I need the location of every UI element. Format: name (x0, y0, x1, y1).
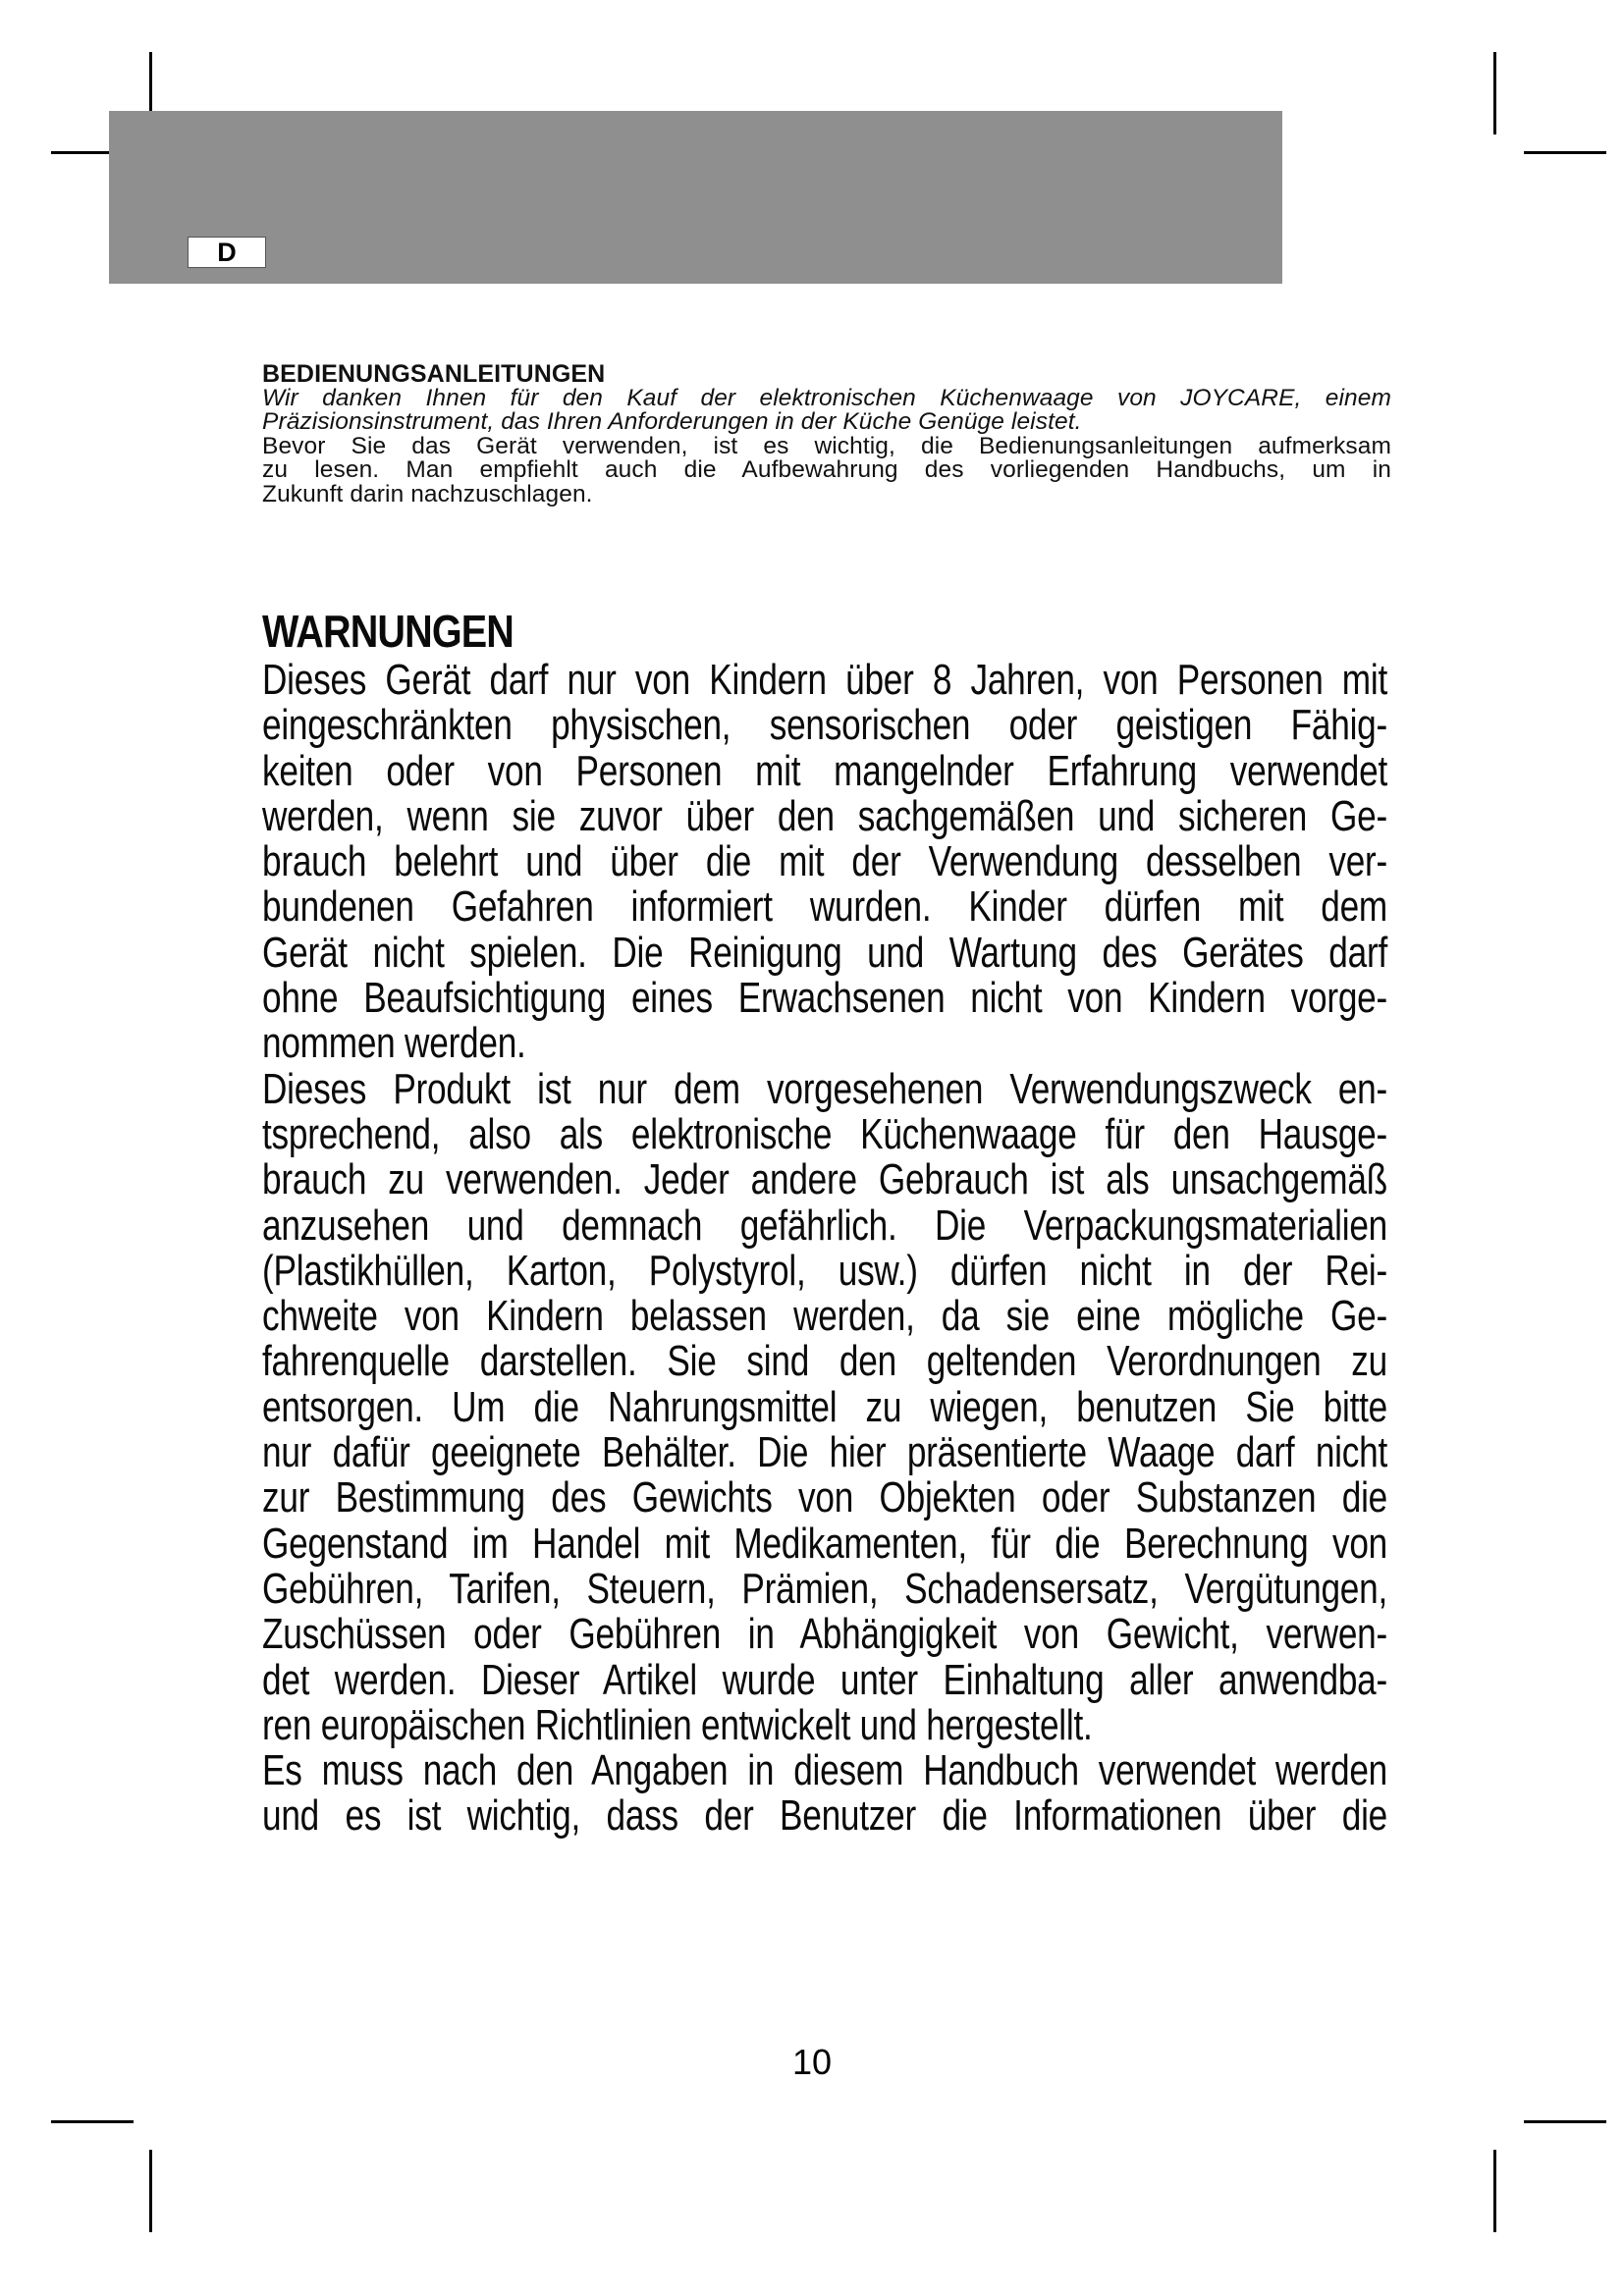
text-line: Gerät nicht spielen. Die Reinigung und Wartung des Gerätes darf (262, 928, 1387, 977)
page-number: 10 (791, 2042, 833, 2082)
text-line: keiten oder von Personen mit mangelnder Erfahrung verwendet (262, 746, 1387, 795)
text-line: Dieses Gerät darf nur von Kindern über 8 Jahren, von Personen mit (262, 656, 1387, 704)
text-line: nur dafür geeignete Behälter. Die hier präsentierte Waage darf nicht (262, 1428, 1387, 1477)
text-line: brauch zu verwenden. Jeder andere Gebrauch ist als unsachgemäß (262, 1155, 1387, 1204)
warnings-paragraph (262, 1748, 1387, 1840)
text-line: entsorgen. Um die Nahrungsmittel zu wiegen, benutzen Sie bitte (262, 1382, 1387, 1431)
text-line: und es ist wichtig, dass der Benutzer die Informationen über die (262, 1791, 1387, 1841)
text-line: brauch belehrt und über die mit der Verwendung desselben ver- (262, 837, 1387, 886)
crop-mark-bottom-left-horizontal (51, 2120, 134, 2123)
intro-thanks-line: Präzisionsinstrument, das Ihren Anforderungen in der Küche Genüge leistet. (262, 408, 1082, 435)
text-line: bundenen Gefahren informiert wurden. Kinder dürfen mit dem (262, 882, 1387, 932)
warnings-paragraph (262, 658, 1387, 1067)
warnings-heading: WARNUNGEN (262, 606, 514, 657)
intro-note (262, 432, 1391, 507)
text-line: tsprechend, also als elektronische Küchenwaage für den Hausge- (262, 1109, 1387, 1158)
crop-mark-bottom-left-vertical (149, 2150, 152, 2232)
text-line: Zuschüssen oder Gebühren in Abhängigkeit von Gewicht, verwen- (262, 1610, 1387, 1659)
text-line: ohne Beaufsichtigung eines Erwachsenen nicht von Kindern vorge- (262, 974, 1387, 1023)
intro-note-line: zu lesen. Man empfiehlt auch die Aufbewahrung des vorliegenden Handbuchs, um in (262, 456, 1391, 483)
text-line: Es muss nach den Angaben in diesem Handbuch verwendet werden (262, 1746, 1387, 1795)
text-line: fahrenquelle darstellen. Sie sind den geltenden Verordnungen zu (262, 1337, 1387, 1386)
warnings-paragraph (262, 1064, 1387, 1749)
crop-mark-top-right-horizontal (1524, 151, 1606, 154)
intro-thanks-line: Wir danken Ihnen für den Kauf der elektronischen Küchenwaage von JOYCARE, einem (262, 384, 1391, 411)
intro-section (262, 362, 1391, 507)
text-line: eingeschränkten physischen, sensorischen oder geistigen Fähig- (262, 701, 1387, 750)
text-line: chweite von Kindern belassen werden, da sie eine mögliche Ge- (262, 1292, 1387, 1341)
text-line: ren europäischen Richtlinien entwickelt und hergestellt. (262, 1700, 1093, 1749)
text-line: zur Bestimmung des Gewichts von Objekten oder Substanzen die (262, 1473, 1387, 1522)
text-line: det werden. Dieser Artikel wurde unter Einhaltung aller anwendba- (262, 1655, 1387, 1704)
text-line: werden, wenn sie zuvor über den sachgemäßen und sicheren Ge- (262, 791, 1387, 840)
text-line: Gebühren, Tarifen, Steuern, Prämien, Schadensersatz, Vergütungen, (262, 1564, 1387, 1613)
text-line: anzusehen und demnach gefährlich. Die Verpackungsmaterialien (262, 1201, 1387, 1250)
crop-mark-bottom-right-horizontal (1524, 2120, 1606, 2123)
text-line: Gegenstand im Handel mit Medikamenten, für die Berechnung von (262, 1519, 1387, 1568)
text-line: nommen werden. (262, 1019, 526, 1068)
crop-mark-bottom-right-vertical (1493, 2150, 1496, 2232)
intro-thanks (262, 384, 1391, 435)
text-line: Dieses Produkt ist nur dem vorgesehenen Verwendungszweck en- (262, 1064, 1387, 1113)
intro-note-line: Bevor Sie das Gerät verwenden, ist es wichtig, die Bedienungsanleitungen aufmerksam (262, 432, 1391, 459)
header-band (109, 111, 1282, 284)
text-line: (Plastikhüllen, Karton, Polystyrol, usw.) dürfen nicht in der Rei- (262, 1246, 1387, 1295)
language-tab: D (188, 237, 266, 268)
crop-mark-top-right-vertical (1493, 52, 1496, 134)
warnings-section (262, 607, 1387, 1840)
intro-note-line: Zukunft darin nachzuschlagen. (262, 480, 593, 507)
intro-title: BEDIENUNGSANLEITUNGEN (262, 360, 606, 388)
